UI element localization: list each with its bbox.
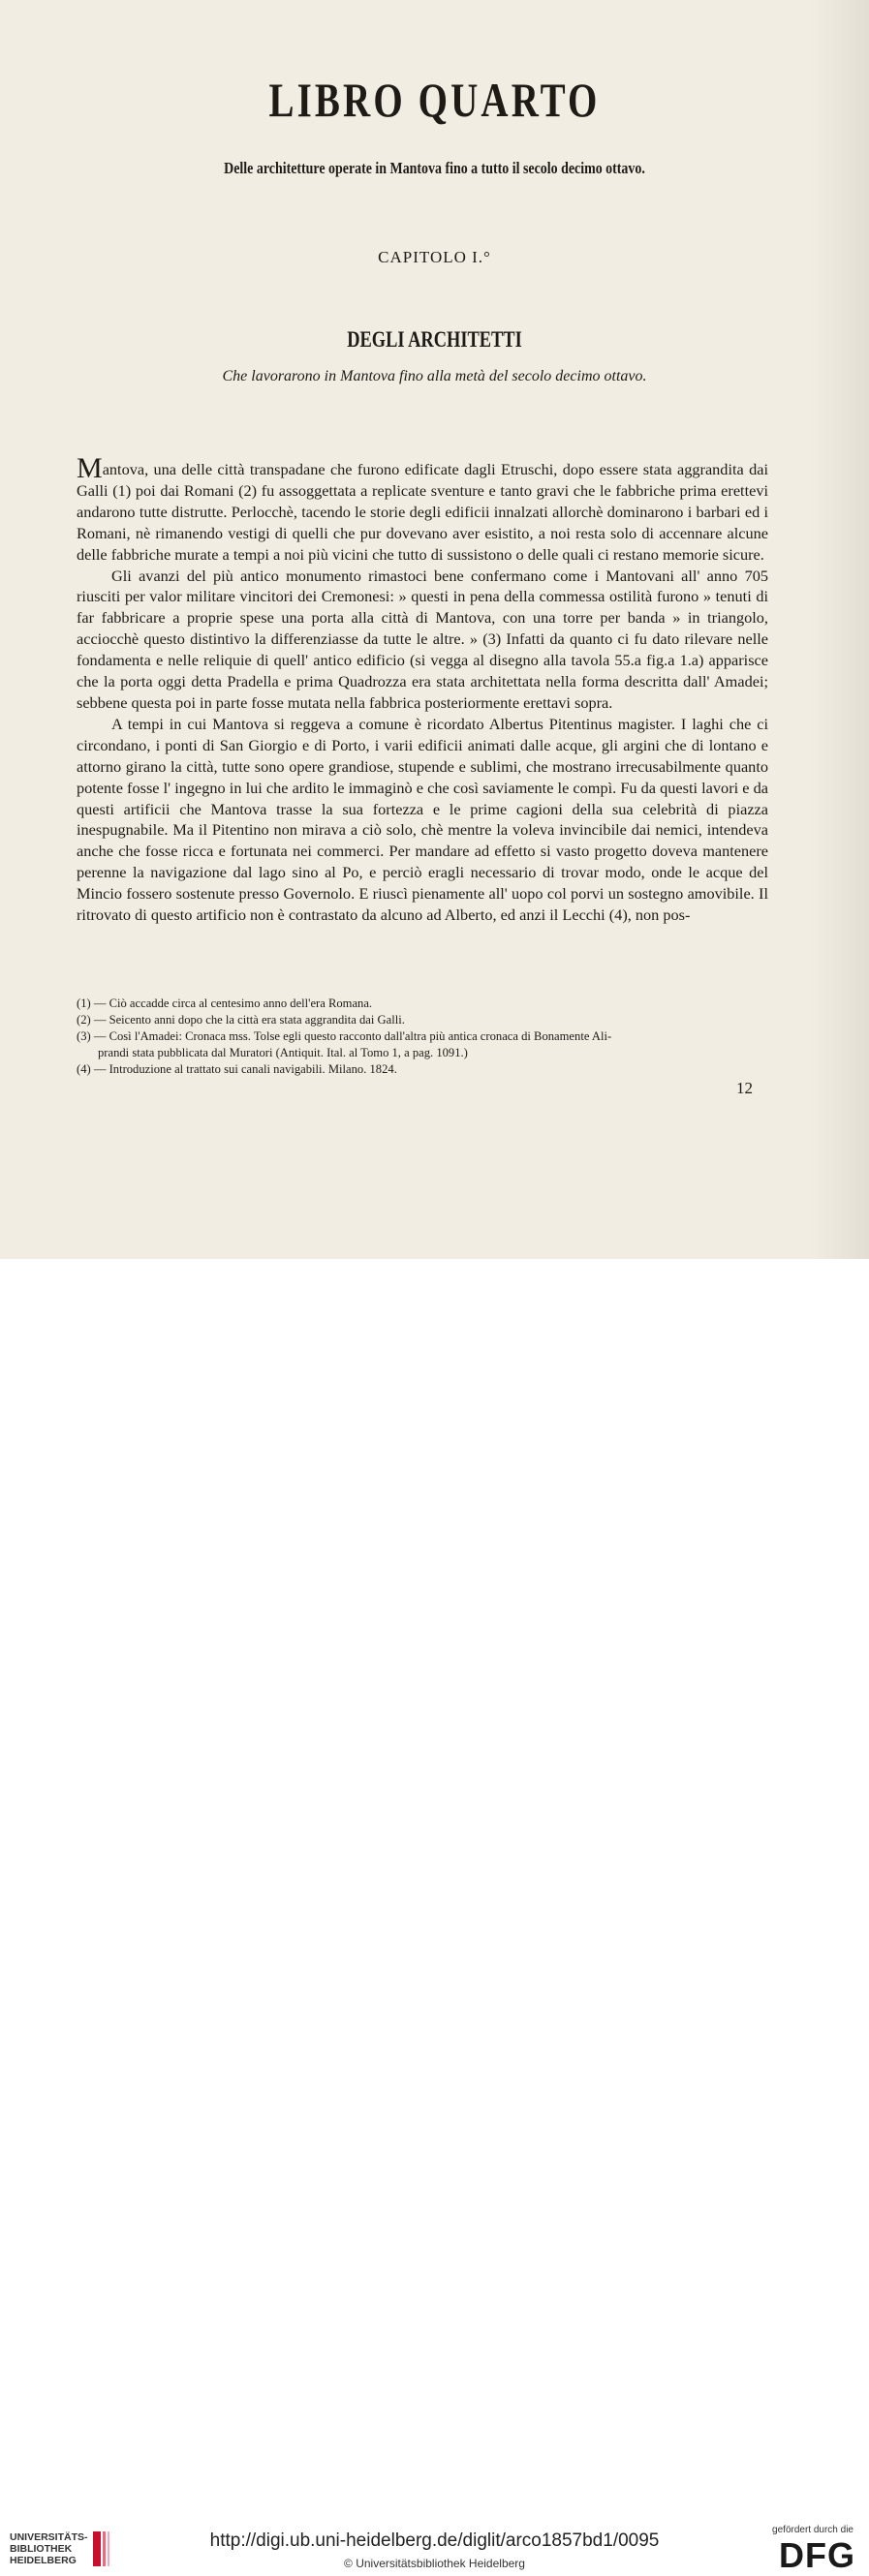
library-emblem-icon (91, 2530, 114, 2568)
chapter-heading: CAPITOLO I.° (378, 248, 491, 266)
body-text (77, 452, 768, 926)
viewer-footer (0, 1259, 869, 2575)
library-name-line-3: HEIDELBERG (10, 2555, 77, 2566)
paragraph-1 (77, 452, 768, 566)
library-name-line-1: UNIVERSITÄTS- (10, 2531, 88, 2543)
footnote-2: (2) — Seicento anni dopo che la città era stata aggrandita dai Galli. (77, 1013, 405, 1027)
footnote-4: (4) — Introduzione al trattato sui canali navigabili. Milano. 1824. (77, 1062, 397, 1076)
paragraph-3: A tempi in cui Mantova si reggeva a comune è ricordato Albertus Pitentinus magister. I laghi che ci circondano, i ponti di San Giorgio e di Porto, i varii edificii animati dalle acque, gli argini che di lontano e attorno girano la città, tutte sono opere grandiose, stupende e sublimi, che mostrano irrecusabilmente quanto potente fosse l' ingegno in lui che ardito le immaginò e che così saviamente le compì. Fu da questi lavori e da questi artificii che Mantova trasse la sua fortezza e le prime cagioni della sua celebrità di piazza inespugnabile. Ma il Pitentino non mirava a ciò solo, chè mentre la voleva invincibile dai nemici, intendeva anche che fosse ricca e fortunata nei commerci. Per mandare ad effetto si vasto progetto doveva mantenere perenne la navigazione dal lago sino al Po, e perciò eragli necessario di trovar modo, onde le acque del Mincio fossero sostenute presso Governolo. E riuscì pienamente all' uopo col porvi un sostegno amovibile. Il ritrovato di questo artificio non è contrastato da alcuno ad Alberto, ed anzi il Lecchi (4), non pos- (77, 714, 768, 925)
library-name (10, 2531, 88, 2566)
page-fold-shadow (811, 0, 869, 1259)
library-logo[interactable] (10, 2530, 116, 2572)
book-subtitle: Delle architetture operate in Mantova fino a tutto il secolo decimo ottavo. (224, 159, 645, 177)
section-subheading: Che lavorarono in Mantova fino alla metà del secolo decimo ottavo. (222, 368, 647, 384)
footnote-3: (3) — Così l'Amadei: Cronaca mss. Tolse egli questo racconto dall'altra più antica cronaca di Bonamente Ali- (77, 1029, 612, 1043)
paragraph-1-text: antova, una delle città transpadane che furono edificate dagli Etruschi, dopo essere stata aggrandita dai Galli (1) poi dai Romani (2) fu assoggettata a replicate sventure e tanto gravi che le fabbriche prima erettevi andarono tutte distrutte. Perlocchè, tacendo le storie degli edificii innalzati allorchè dominarono i barbari ed i Romani, nè rimanendo vestigi di quelli che pur dovevano aver esistito, a noi resta solo di accennare alcune delle fabbriche murate a tempi a noi più vicini che tutto di sussistono o delle quali ci restano memorie sicure. (77, 460, 768, 564)
drop-cap: M (77, 452, 103, 484)
dfg-logo[interactable]: DFG (779, 2535, 855, 2575)
library-name-line-2: BIBLIOTHEK (10, 2543, 73, 2555)
footnotes (77, 996, 768, 1078)
footnote-3-continuation: prandi stata pubblicata dal Muratori (Antiquit. Ital. al Tomo 1, a pag. 1091.) (98, 1046, 468, 1059)
section-heading: DEGLI ARCHITETTI (347, 327, 522, 352)
page-number: 12 (736, 1079, 753, 1097)
paragraph-2: Gli avanzi del più antico monumento rimastoci bene confermano come i Mantovani all' anno 705 riusciti per valor militare vincitori dei Cremonesi: » questi in pena della commessa ostilità furono » tenuti di far fabbricare a proprie spese una porta alla città di Mantova, con una torre per banda » in triangolo, acciocchè questo distintivo la differenziasse da tutte le altre. » (3) Infatti da quanto ci fu dato rilevare nelle fondamenta e nelle reliquie di quell' antico edificio (si vegga al disegno alla tavola 55.a fig.a 1.a) apparisce che la porta oggi detta Pradella e prima Quadrozza era stata architettata nella forma descritta dall' Amadei; sebbene questa poi in parte fosse mutata nella fabbrica posteriormente erettavi sopra. (77, 566, 768, 712)
book-title: LIBRO QUARTO (268, 73, 601, 127)
permalink[interactable]: http://digi.ub.uni-heidelberg.de/diglit/arco1857bd1/0095 (209, 2530, 660, 2551)
footnote-1: (1) — Ciò accadde circa al centesimo anno dell'era Romana. (77, 997, 373, 1010)
copyright-notice: © Universitätsbibliothek Heidelberg (344, 2557, 525, 2570)
document-page (0, 0, 869, 1259)
funding-label: gefördert durch die (772, 2525, 853, 2535)
